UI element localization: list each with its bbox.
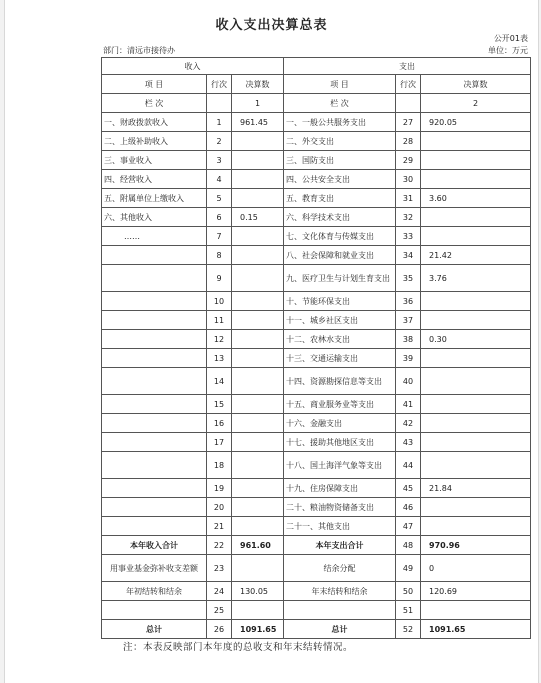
expense-amount: 3.76: [421, 265, 531, 292]
expense-item-header: 项 目: [284, 75, 396, 94]
income-line-no: 1: [207, 113, 232, 132]
income-amount: [232, 555, 284, 582]
income-amount: [232, 395, 284, 414]
income-item: 六、其他收入: [102, 208, 207, 227]
income-amount: [232, 414, 284, 433]
table-row: [102, 151, 531, 170]
expense-item: 三、国防支出: [284, 151, 396, 170]
income-amount: 0.15: [232, 208, 284, 227]
expense-item: 八、社会保障和就业支出: [284, 246, 396, 265]
expense-item: 十七、援助其他地区支出: [284, 433, 396, 452]
income-line-no: 14: [207, 368, 232, 395]
income-line-no: 20: [207, 498, 232, 517]
expense-amount: 1091.65: [421, 620, 531, 639]
income-line-no: 19: [207, 479, 232, 498]
total-row: [102, 620, 531, 639]
income-amount: [232, 452, 284, 479]
report-title: 收入支出决算总表: [215, 18, 328, 33]
total-row: [102, 582, 531, 601]
income-line-no: 2: [207, 132, 232, 151]
expense-line-no: 40: [396, 368, 421, 395]
expense-item: 本年支出合计: [284, 536, 396, 555]
expense-item: 十八、国土海洋气象等支出: [284, 452, 396, 479]
expense-line-no: 51: [396, 601, 421, 620]
income-line-no: 21: [207, 517, 232, 536]
expense-amount: [421, 151, 531, 170]
income-line-no: 12: [207, 330, 232, 349]
expense-amount: [421, 208, 531, 227]
income-amount: [232, 349, 284, 368]
expense-line-no: 44: [396, 452, 421, 479]
table-row: [102, 246, 531, 265]
income-item: 二、上级补助收入: [102, 132, 207, 151]
table-row: [102, 132, 531, 151]
income-amount: [232, 368, 284, 395]
table-row: [102, 517, 531, 536]
expense-item: 二十一、其他支出: [284, 517, 396, 536]
expense-line-no: 38: [396, 330, 421, 349]
expense-item: 七、文化体育与传媒支出: [284, 227, 396, 246]
expense-item: 五、教育支出: [284, 189, 396, 208]
income-amount: 130.05: [232, 582, 284, 601]
expense-line-no: 42: [396, 414, 421, 433]
expense-amount: [421, 452, 531, 479]
expense-line-no: 35: [396, 265, 421, 292]
income-line-no: 9: [207, 265, 232, 292]
total-row: [102, 536, 531, 555]
expense-amount: [421, 517, 531, 536]
expense-line-no: 29: [396, 151, 421, 170]
expense-amount: [421, 292, 531, 311]
income-item: [102, 498, 207, 517]
expense-item: 十一、城乡社区支出: [284, 311, 396, 330]
expense-item: 年末结转和结余: [284, 582, 396, 601]
income-amount: [232, 170, 284, 189]
expense-column-index-blank: [396, 94, 421, 113]
expense-item: 十四、资源勘探信息等支出: [284, 368, 396, 395]
income-line-no: 8: [207, 246, 232, 265]
expense-amount: [421, 349, 531, 368]
expense-section-header: 支出: [284, 58, 531, 75]
income-line-no: 16: [207, 414, 232, 433]
income-item: [102, 311, 207, 330]
expense-amount: 3.60: [421, 189, 531, 208]
column-header-row: [102, 75, 531, 94]
income-amount: [232, 151, 284, 170]
income-column-index-blank: [207, 94, 232, 113]
table-row: [102, 189, 531, 208]
expense-line-no: 45: [396, 479, 421, 498]
expense-amount: 970.96: [421, 536, 531, 555]
income-amount: [232, 132, 284, 151]
expense-item: 二、外交支出: [284, 132, 396, 151]
income-amount: 961.60: [232, 536, 284, 555]
expense-amount: 21.42: [421, 246, 531, 265]
income-item: [102, 368, 207, 395]
unit-label: 单位：万元: [488, 46, 528, 55]
income-line-no: 7: [207, 227, 232, 246]
table-row: [102, 208, 531, 227]
income-item: [102, 601, 207, 620]
income-item: ……: [102, 227, 207, 246]
income-section-header: 收入: [102, 58, 284, 75]
expense-amount: 21.84: [421, 479, 531, 498]
income-item: 四、经营收入: [102, 170, 207, 189]
income-item: [102, 479, 207, 498]
table-row: [102, 395, 531, 414]
income-line-no: 23: [207, 555, 232, 582]
income-line-no: 18: [207, 452, 232, 479]
table-row: [102, 311, 531, 330]
table-row: [102, 433, 531, 452]
table-row: [102, 479, 531, 498]
income-item: 三、事业收入: [102, 151, 207, 170]
expense-line-no: 43: [396, 433, 421, 452]
income-amount: [232, 227, 284, 246]
income-amount: 961.45: [232, 113, 284, 132]
income-line-no: 15: [207, 395, 232, 414]
income-item: 年初结转和结余: [102, 582, 207, 601]
income-amount: [232, 498, 284, 517]
expense-amount: [421, 132, 531, 151]
expense-line-no: 27: [396, 113, 421, 132]
report-page: [4, 0, 539, 683]
income-line-no-header: 行次: [207, 75, 232, 94]
income-item: [102, 452, 207, 479]
income-amount: [232, 517, 284, 536]
total-row: [102, 555, 531, 582]
income-amount: [232, 330, 284, 349]
income-item: 本年收入合计: [102, 536, 207, 555]
income-line-no: 13: [207, 349, 232, 368]
expense-amount: 920.05: [421, 113, 531, 132]
income-line-no: 26: [207, 620, 232, 639]
expense-column-label: 栏 次: [284, 94, 396, 113]
income-line-no: 17: [207, 433, 232, 452]
income-line-no: 3: [207, 151, 232, 170]
income-line-no: 10: [207, 292, 232, 311]
expense-item: 十九、住房保障支出: [284, 479, 396, 498]
expense-line-no: 36: [396, 292, 421, 311]
income-item: [102, 395, 207, 414]
expense-item: 十三、交通运输支出: [284, 349, 396, 368]
expense-amount: [421, 368, 531, 395]
table-row: [102, 349, 531, 368]
income-item: [102, 349, 207, 368]
income-amount: [232, 433, 284, 452]
income-line-no: 24: [207, 582, 232, 601]
expense-line-no: 31: [396, 189, 421, 208]
expense-line-no: 52: [396, 620, 421, 639]
income-amount: [232, 189, 284, 208]
income-column-index: 1: [232, 94, 284, 113]
expense-line-no: 28: [396, 132, 421, 151]
income-amount: [232, 246, 284, 265]
expense-line-no: 34: [396, 246, 421, 265]
table-note: 注：本表反映部门本年度的总收支和年末结转情况。: [123, 642, 354, 653]
department-label: 部门：清远市接待办: [103, 46, 175, 55]
expense-item: 十、节能环保支出: [284, 292, 396, 311]
expense-amount: 0.30: [421, 330, 531, 349]
expense-item: 十二、农林水支出: [284, 330, 396, 349]
table-row: [102, 414, 531, 433]
income-item: 总计: [102, 620, 207, 639]
expense-item: 六、科学技术支出: [284, 208, 396, 227]
expense-amount: [421, 170, 531, 189]
table-row: [102, 227, 531, 246]
income-line-no: 4: [207, 170, 232, 189]
expense-item: [284, 601, 396, 620]
expense-amount: [421, 414, 531, 433]
income-expense-table: [101, 57, 531, 639]
income-column-label: 栏 次: [102, 94, 207, 113]
expense-item: 一、一般公共服务支出: [284, 113, 396, 132]
table-row: [102, 265, 531, 292]
table-row: [102, 292, 531, 311]
income-item-header: 项 目: [102, 75, 207, 94]
income-amount: [232, 479, 284, 498]
section-header-row: [102, 58, 531, 75]
expense-line-no: 50: [396, 582, 421, 601]
expense-line-no: 47: [396, 517, 421, 536]
income-amount-header: 决算数: [232, 75, 284, 94]
expense-item: 四、公共安全支出: [284, 170, 396, 189]
income-item: [102, 330, 207, 349]
expense-line-no: 32: [396, 208, 421, 227]
income-line-no: 11: [207, 311, 232, 330]
expense-amount: [421, 395, 531, 414]
income-item: [102, 517, 207, 536]
expense-line-no: 41: [396, 395, 421, 414]
income-item: [102, 414, 207, 433]
expense-item: 九、医疗卫生与计划生育支出: [284, 265, 396, 292]
total-row: [102, 601, 531, 620]
expense-amount: [421, 227, 531, 246]
expense-amount: [421, 601, 531, 620]
income-item: [102, 433, 207, 452]
income-item: 五、附属单位上缴收入: [102, 189, 207, 208]
table-row: [102, 368, 531, 395]
table-row: [102, 170, 531, 189]
income-line-no: 5: [207, 189, 232, 208]
expense-line-no: 37: [396, 311, 421, 330]
table-row: [102, 330, 531, 349]
expense-line-no-header: 行次: [396, 75, 421, 94]
expense-amount: [421, 498, 531, 517]
expense-line-no: 39: [396, 349, 421, 368]
income-amount: [232, 292, 284, 311]
income-amount: [232, 601, 284, 620]
expense-amount: [421, 311, 531, 330]
income-item: 用事业基金弥补收支差额: [102, 555, 207, 582]
income-amount: 1091.65: [232, 620, 284, 639]
income-amount: [232, 265, 284, 292]
expense-line-no: 33: [396, 227, 421, 246]
column-index-row: [102, 94, 531, 113]
expense-item: 十五、商业服务业等支出: [284, 395, 396, 414]
expense-amount: 0: [421, 555, 531, 582]
income-item: [102, 292, 207, 311]
income-amount: [232, 311, 284, 330]
form-number: 公开01表: [493, 34, 528, 43]
table-row: [102, 452, 531, 479]
table-row: [102, 498, 531, 517]
table-row: [102, 113, 531, 132]
expense-item: 十六、金融支出: [284, 414, 396, 433]
income-line-no: 25: [207, 601, 232, 620]
expense-item: 二十、粮油物资储备支出: [284, 498, 396, 517]
income-item: [102, 246, 207, 265]
expense-amount: [421, 433, 531, 452]
expense-item: 结余分配: [284, 555, 396, 582]
expense-line-no: 49: [396, 555, 421, 582]
expense-amount-header: 决算数: [421, 75, 531, 94]
expense-line-no: 48: [396, 536, 421, 555]
income-line-no: 6: [207, 208, 232, 227]
expense-item: 总计: [284, 620, 396, 639]
table-body: [102, 58, 531, 639]
income-item: [102, 265, 207, 292]
expense-line-no: 30: [396, 170, 421, 189]
income-line-no: 22: [207, 536, 232, 555]
expense-line-no: 46: [396, 498, 421, 517]
expense-amount: 120.69: [421, 582, 531, 601]
income-item: 一、财政拨款收入: [102, 113, 207, 132]
expense-column-index: 2: [421, 94, 531, 113]
